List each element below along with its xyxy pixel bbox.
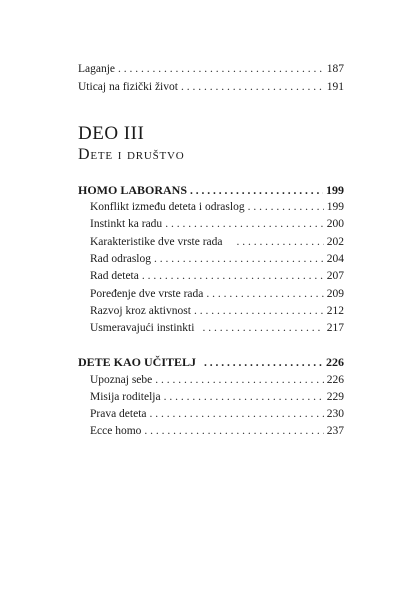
toc-entry [90, 390, 344, 404]
toc-entry-label: Poređenje dve vrste rada [90, 288, 204, 300]
toc-entry-page: 212 [326, 305, 344, 317]
dot-leader [142, 269, 324, 283]
toc-entry-label: Usmeravajući instinkti [90, 322, 195, 334]
toc-entry-page: 191 [326, 81, 344, 93]
dot-leader [190, 184, 323, 198]
toc-entry-page: 226 [326, 374, 344, 386]
dot-leader [202, 321, 323, 335]
toc-entry [90, 304, 344, 318]
part-subtitle: Dete i društvo [78, 146, 185, 163]
dot-leader [237, 235, 324, 249]
toc-entry [90, 424, 344, 438]
toc-entry-label: Laganje [78, 63, 116, 75]
toc-entry-page: 204 [326, 253, 344, 265]
section-heading-label: HOMO LABORANS [78, 183, 188, 197]
toc-entry-label: Razvoj kroz aktivnost [90, 305, 191, 317]
toc-entry [90, 321, 344, 335]
toc-entry-page: 217 [326, 322, 344, 334]
section-heading-page: 226 [326, 355, 344, 369]
toc-entry-label: Upoznaj sebe [90, 374, 153, 386]
part-title: DEO III [78, 123, 145, 144]
toc-entry-page: 207 [326, 270, 344, 282]
dot-leader [204, 356, 323, 370]
toc-entry-page: 199 [326, 201, 344, 213]
toc-entry [90, 373, 344, 387]
dot-leader [164, 390, 324, 404]
toc-entry [90, 235, 344, 249]
toc-entry [90, 287, 344, 301]
toc-entry [90, 407, 344, 421]
dot-leader [155, 373, 323, 387]
dot-leader [154, 252, 324, 266]
toc-entry-page: 187 [326, 63, 344, 75]
toc-entry-label: Rad deteta [90, 270, 139, 282]
toc-entry-label: Ecce homo [90, 425, 142, 437]
dot-leader [181, 80, 324, 94]
toc-entry-page: 209 [326, 288, 344, 300]
dot-leader [150, 407, 324, 421]
toc-entry-label: Rad odraslog [90, 253, 152, 265]
toc-entry-page: 237 [326, 425, 344, 437]
toc-entry [78, 80, 344, 94]
toc-entry-page: 229 [326, 391, 344, 403]
toc-entry [90, 252, 344, 266]
toc-entry [90, 269, 344, 283]
toc-entry-label: Konflikt između deteta i odraslog [90, 201, 245, 213]
dot-leader [206, 287, 323, 301]
toc-entry [90, 217, 344, 231]
section-heading [78, 183, 344, 198]
toc-entry [78, 62, 344, 76]
section-heading-label: DETE KAO UČITELJ [78, 355, 197, 369]
toc-entry-label: Prava deteta [90, 408, 147, 420]
dot-leader [194, 304, 324, 318]
toc-entry-label: Instinkt ka radu [90, 218, 163, 230]
dot-leader [144, 424, 323, 438]
toc-entry-label: Misija roditelja [90, 391, 161, 403]
section-heading-page: 199 [326, 183, 344, 197]
toc-entry-page: 202 [326, 236, 344, 248]
toc-entry [90, 200, 344, 214]
section-heading [78, 355, 344, 370]
dot-leader [118, 62, 324, 76]
toc-entry-label: Karakteristike dve vrste rada [90, 236, 223, 248]
toc-entry-label: Uticaj na fizički život [78, 81, 178, 93]
toc-entry-page: 230 [326, 408, 344, 420]
toc-entry-page: 200 [326, 218, 344, 230]
dot-leader [165, 217, 324, 231]
dot-leader [248, 200, 324, 214]
